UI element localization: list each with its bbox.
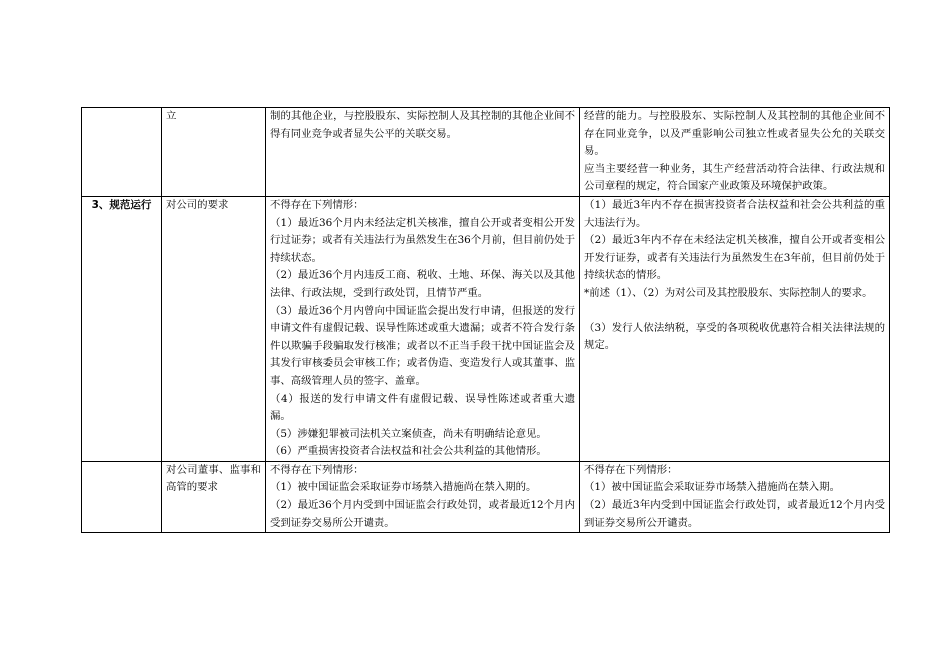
subject-text: 立 xyxy=(166,110,177,122)
paragraph: （6）严重损害投资者合法权益和社会公共利益的其他情形。 xyxy=(270,445,547,458)
paragraph: （2）最近3年内不存在未经法定机关核准，擅自公开或者变相公开发行证券，或者有关违法行为虽然发生在3年前，但目前仍处于持续状态的情形。 xyxy=(584,234,885,282)
section-cell xyxy=(82,461,162,532)
paragraph: （3）最近36个月内曾向中国证监会提出发行申请，但报送的发行申请文件有虚假记载、误导性陈述或重大遗漏；或者不符合发行条件以欺骗手段骗取发行核准；或者以不正当手段干扰中国证监会及其发行审核委员会审核工作；或者伪造、变造发行人或其董事、监事、高级管理人员的签字、盖章。 xyxy=(270,304,575,387)
table-row xyxy=(82,108,890,197)
paragraph: 不得存在下列情形： xyxy=(270,463,364,476)
paragraph: （1）被中国证监会采取证券市场禁入措施尚在禁入期的。 xyxy=(270,481,537,494)
section-label: 3、规范运行 xyxy=(82,196,162,461)
section-cell xyxy=(82,108,162,197)
paragraph: （5）涉嫌犯罪被司法机关立案侦查，尚未有明确结论意见。 xyxy=(270,427,547,440)
left-requirement-cell xyxy=(266,108,580,197)
paragraph: （1）被中国证监会采取证券市场禁入措施尚在禁入期。 xyxy=(584,481,840,494)
right-requirement-cell xyxy=(580,108,890,197)
paragraph: （2）最近3年内受到中国证监会行政处罚，或者最近12个月内受到证券交易所公开谴责。 xyxy=(584,499,885,529)
subject-text: 对公司董事、监事和高管的要求 xyxy=(166,463,261,494)
left-requirement-cell xyxy=(266,461,580,532)
blank-line xyxy=(584,303,885,320)
paragraph: （2）最近36个月内违反工商、税收、土地、环保、海关以及其他法律、行政法规，受到行政处罚，且情节严重。 xyxy=(270,269,575,299)
subject-cell xyxy=(162,108,266,197)
paragraph: 不得存在下列情形： xyxy=(584,463,678,476)
paragraph: 制的其他企业，与控股股东、实际控制人及其控制的其他企业间不得有同业竞争或者显失公平的关联交易。 xyxy=(270,110,575,140)
table-row xyxy=(82,461,890,532)
subject-cell xyxy=(162,461,266,532)
paragraph: （2）最近36个月内受到中国证监会行政处罚，或者最近12个月内受到证券交易所公开谴责。 xyxy=(270,499,575,529)
subject-cell xyxy=(162,196,266,461)
paragraph: 经营的能力。与控股股东、实际控制人及其控制的其他企业间不存在同业竞争，以及严重影响公司独立性或者显失公允的关联交易。 xyxy=(584,110,885,158)
paragraph: （1）最近3年内不存在损害投资者合法权益和社会公共利益的重大违法行为。 xyxy=(584,198,885,229)
table-row xyxy=(82,196,890,461)
paragraph: （3）发行人依法纳税，享受的各项税收优惠符合相关法律法规的规定。 xyxy=(584,321,885,352)
paragraph: 不得存在下列情形： xyxy=(270,198,364,211)
paragraph: （4）报送的发行申请文件有虚假记载、误导性陈述或者重大遗漏。 xyxy=(270,392,575,423)
paragraph: 应当主要经营一种业务，其生产经营活动符合法律、行政法规和公司章程的规定，符合国家产业政策及环境保护政策。 xyxy=(584,162,885,193)
paragraph: （1）最近36个月内未经法定机关核准，擅自公开或者变相公开发行过证券；或者有关违法行为虽然发生在36个月前，但目前仍处于持续状态。 xyxy=(270,216,575,264)
paragraph: *前述（1）、（2）为对公司及其控股股东、实际控制人的要求。 xyxy=(584,286,873,299)
requirements-table xyxy=(81,107,890,533)
right-requirement-cell xyxy=(580,461,890,532)
subject-text: 对公司的要求 xyxy=(166,198,229,211)
right-requirement-cell xyxy=(580,196,890,461)
left-requirement-cell xyxy=(266,196,580,461)
